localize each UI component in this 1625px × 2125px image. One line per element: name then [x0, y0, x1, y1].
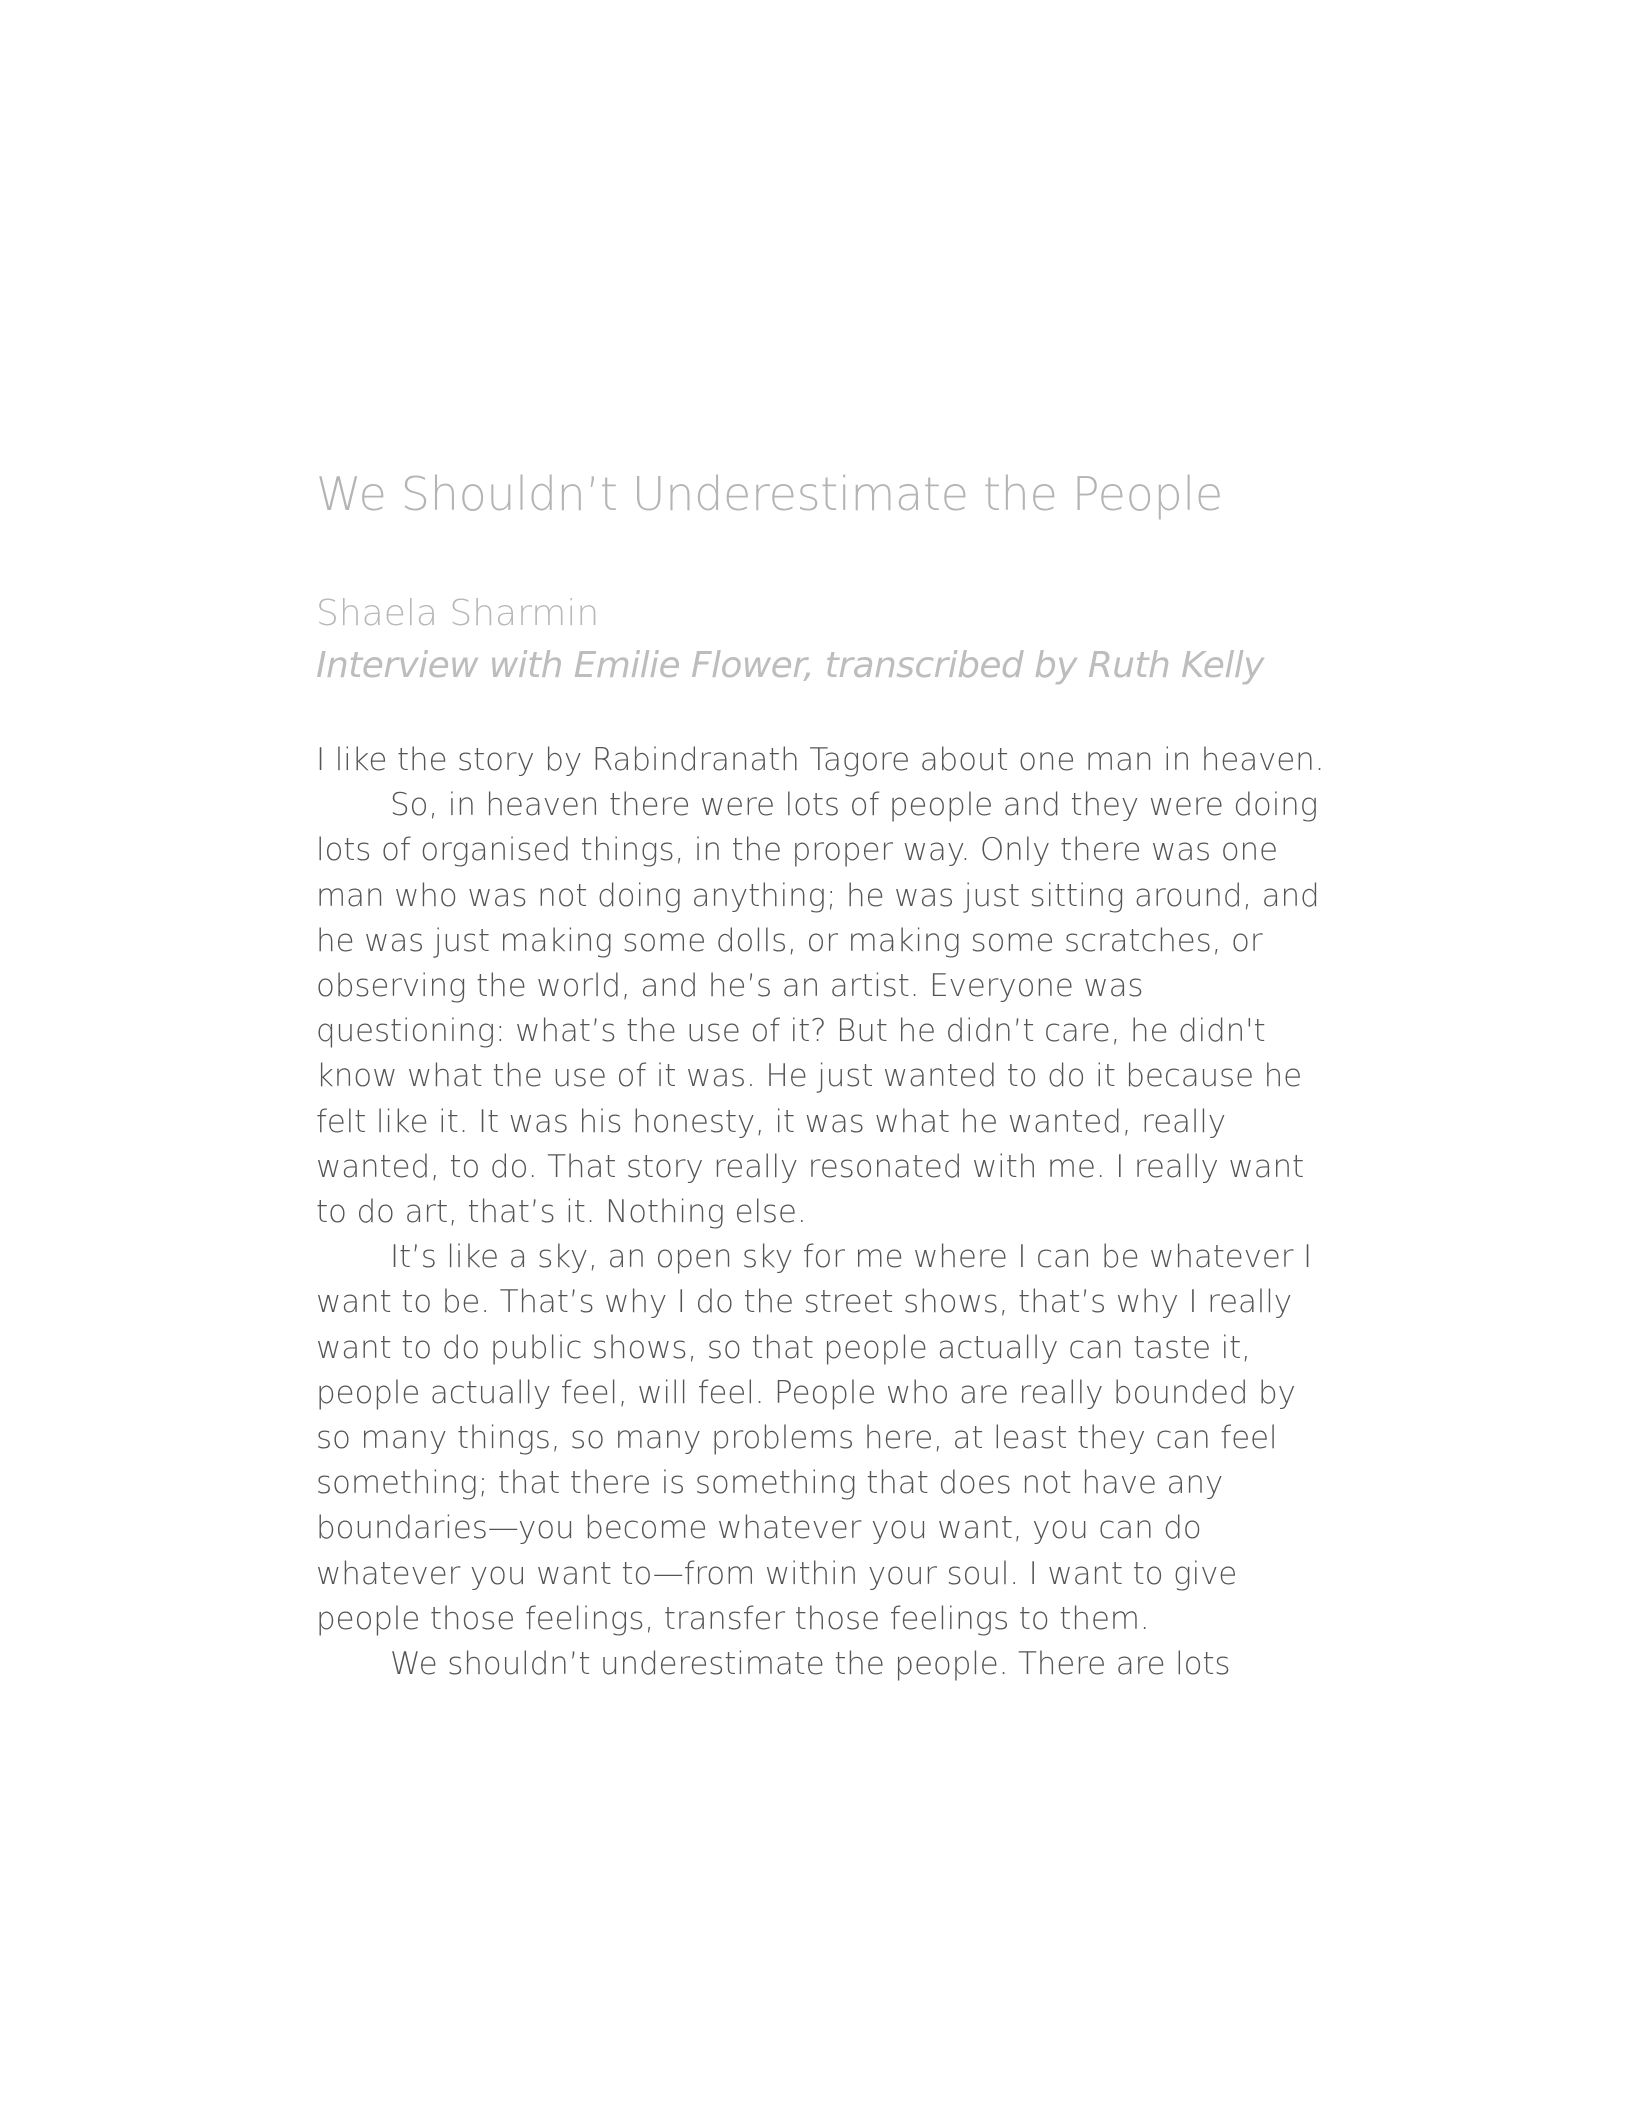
paragraph: We shouldn’t underestimate the people. There are lots	[390, 1646, 1231, 1683]
paragraph: It’s like a sky, an open sky for me where I can be whatever I want to be. That’s why I do the street shows, that’s why I really want to do public shows, so that people actually can taste it, people actually feel, will feel. People who are really bounded by so many things, so many problems here, at least they can feel something; that there is something that does not have any boundaries—you become whatever you want, you can do whatever you want to—from within your soul. I want to give people those feelings, transfer those feelings to them.	[316, 1239, 1313, 1637]
paragraph: So, in heaven there were lots of people and they were doing lots of organised things, in the proper way. Only there was one man who was not doing anything; he was just sitting around, and he was just making some dolls, or making some scratches, or observing the world, and he’s an artist. Everyone was questioning: what’s the use of it? But he didn’t care, he didn't know what the use of it was. He just wanted to do it because he felt like it. It was his honesty, it was what he wanted, really wanted, to do. That story really resonated with me. I really want to do art, that’s it. Nothing else.	[316, 787, 1320, 1231]
author-name: Shaela Sharmin	[316, 593, 600, 634]
page-title: We Shouldn’t Underestimate the People	[316, 467, 1223, 521]
article-body	[316, 738, 1326, 1687]
paragraph: I like the story by Rabindranath Tagore about one man in heaven.	[316, 742, 1325, 778]
byline	[316, 588, 1326, 692]
interview-credit: Interview with Emilie Flower, transcribed by Ruth Kelly	[316, 645, 1264, 686]
